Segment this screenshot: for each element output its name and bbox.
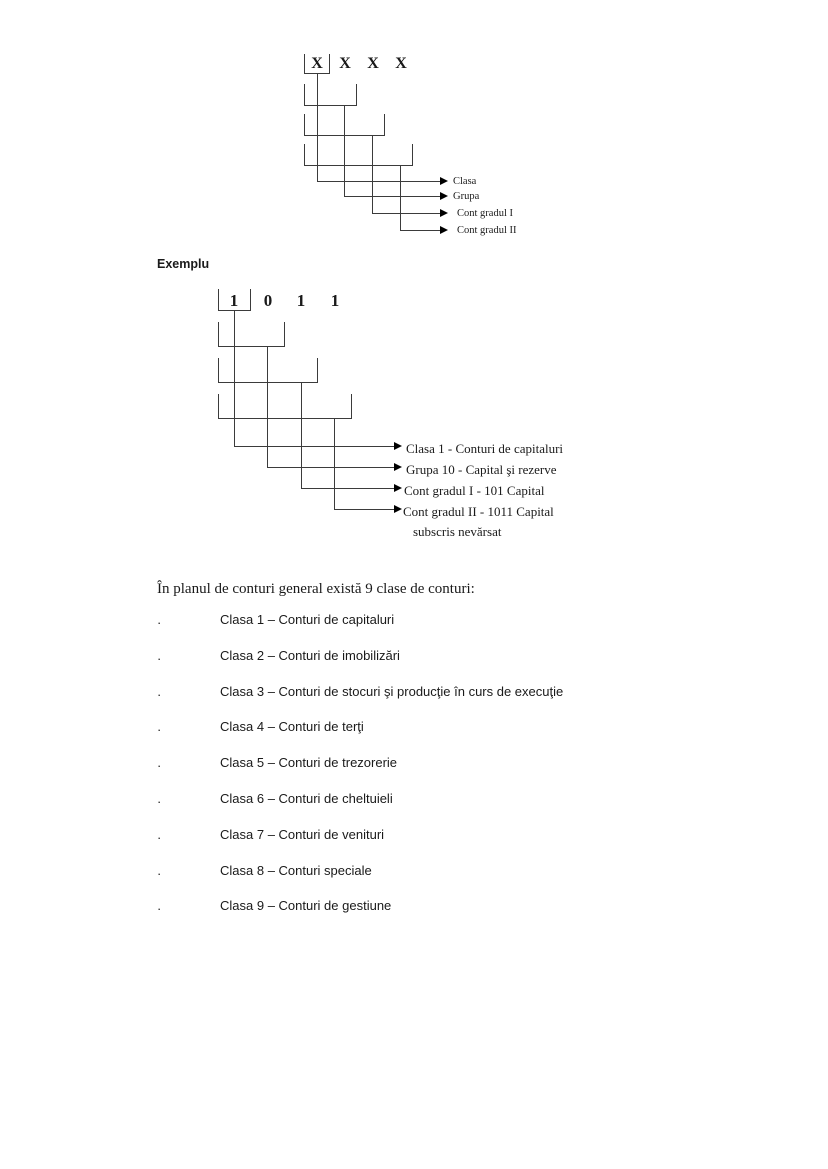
example-label-cont-gradul-2: Cont gradul II - 1011 Capital [403,504,554,519]
code-digit-group: X [339,55,351,72]
bracket-2-right [384,114,385,136]
example-digit-account-1: 1 [296,291,306,310]
example-bracket-3-bottom [218,418,352,419]
list-item-label: Clasa 9 – Conturi de gestiune [220,898,392,914]
list-item-label: Clasa 6 – Conturi de cheltuieli [220,790,393,806]
list-item [157,863,797,899]
example-digit-box-right-rule [250,289,251,311]
diagram-label-cont-gradul-2: Cont gradul II [457,225,517,236]
list-item [157,612,797,648]
arrow-head-account-2 [440,226,448,234]
descender-group [344,105,345,197]
example-descender-account-2 [334,418,335,510]
list-bullet-icon: · [157,758,162,774]
bracket-1-right [356,84,357,106]
list-item [157,719,797,755]
list-item-label: Clasa 1 – Conturi de capitaluri [220,612,395,627]
example-arrow-shaft-account-1 [301,488,394,489]
list-bullet-icon: · [157,829,162,845]
example-bracket-2-left [218,358,219,383]
list-item [157,791,797,827]
example-arrow-head-group [394,463,402,471]
example-label-cont-gradul-1: Cont gradul I - 101 Capital [404,483,545,498]
account-code-diagram-generic [296,52,596,242]
example-digit-box-left-rule [218,289,219,311]
example-bracket-3-left [218,394,219,419]
example-digit-account-2: 1 [330,291,340,310]
list-item [157,827,797,863]
descender-class [317,73,318,182]
code-digit-class: X [311,55,323,72]
arrow-shaft-class [317,181,440,182]
code-digit-account-1: X [367,55,379,72]
digit-box-right-rule [329,54,330,74]
example-bracket-1-left [218,322,219,347]
account-code-diagram-example [206,286,606,541]
list-bullet-icon: · [157,793,162,809]
list-bullet-icon: · [157,686,162,702]
arrow-shaft-account-2 [400,230,440,231]
arrow-head-class [440,177,448,185]
diagram-label-cont-gradul-1: Cont gradul I [457,208,513,219]
example-arrow-shaft-class [234,446,394,447]
list-item [157,684,797,720]
example-arrow-head-account-1 [394,484,402,492]
bracket-2-left [304,114,305,136]
list-item-label: Clasa 7 – Conturi de venituri [220,826,385,842]
example-label-cont-gradul-2-continuation: subscris nevărsat [413,524,502,539]
example-descender-account-1 [301,382,302,489]
bracket-3-right [412,144,413,166]
diagram-label-clasa: Clasa [453,176,477,187]
list-item-label: Clasa 4 – Conturi de terţi [220,719,364,735]
example-bracket-1-bottom [218,346,285,347]
arrow-shaft-account-1 [372,213,440,214]
intro-paragraph: În planul de conturi general există 9 clase de conturi: [157,581,475,597]
example-bracket-1-right [284,322,285,347]
list-bullet-icon: · [157,650,162,666]
descender-account-2 [400,165,401,231]
example-arrow-shaft-account-2 [334,509,394,510]
list-bullet-icon: · [157,865,162,881]
example-label-clasa: Clasa 1 - Conturi de capitaluri [406,441,564,456]
bracket-3-left [304,144,305,166]
example-digit-group: 0 [263,291,273,310]
list-item [157,755,797,791]
diagram-label-grupa: Grupa [453,191,480,202]
exemplu-heading: Exemplu [157,257,210,271]
example-label-grupa: Grupa 10 - Capital şi rezerve [406,462,557,477]
example-descender-group [267,346,268,468]
example-bracket-2-bottom [218,382,318,383]
list-item-label: Clasa 2 – Conturi de imobilizări [220,647,400,663]
example-bracket-2-right [317,358,318,383]
arrow-head-account-1 [440,209,448,217]
arrow-head-group [440,192,448,200]
arrow-shaft-group [344,196,440,197]
list-bullet-icon: · [157,901,162,917]
example-arrow-head-account-2 [394,505,402,513]
example-arrow-shaft-group [267,467,394,468]
list-bullet-icon: · [157,722,162,738]
list-item-label: Clasa 5 – Conturi de trezorerie [220,755,398,771]
bracket-1-bottom [304,105,357,106]
bracket-1-left [304,84,305,106]
bracket-3-bottom [304,165,413,166]
account-class-list [157,612,797,934]
code-digit-account-2: X [395,55,407,72]
list-bullet-icon: · [157,615,162,630]
descender-account-1 [372,135,373,214]
list-item [157,898,797,934]
example-arrow-head-class [394,442,402,450]
example-bracket-3-right [351,394,352,419]
example-digit-class: 1 [229,291,239,310]
list-item [157,648,797,684]
example-descender-class [234,310,235,447]
list-item-label: Clasa 3 – Conturi de stocuri şi producţie în curs de execuţie [220,683,564,699]
digit-box-left-rule [304,54,305,74]
list-item-label: Clasa 8 – Conturi speciale [220,862,372,878]
